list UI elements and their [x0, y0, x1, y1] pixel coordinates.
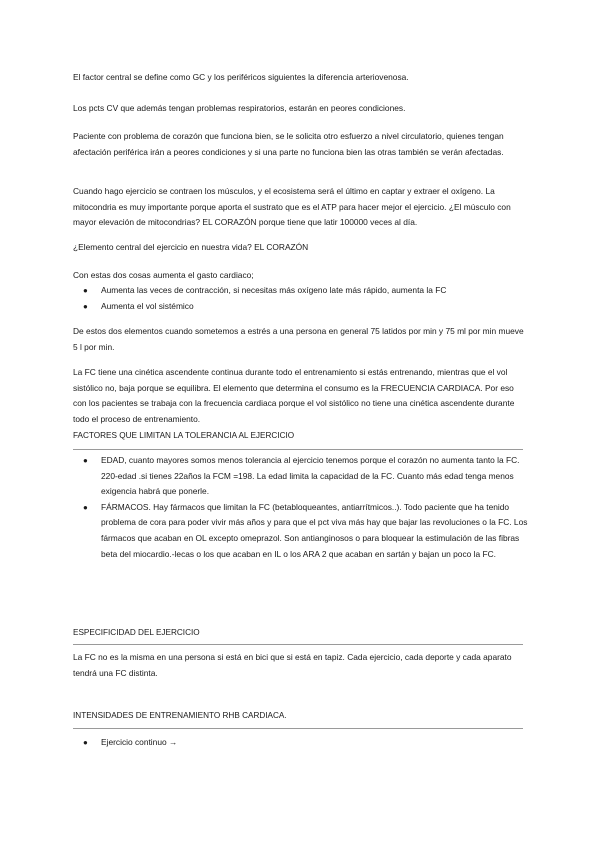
list-item: ● FÁRMACOS. Hay fármacos que limitan la FC (betabloqueantes, antiarrítmicos..). Todo paciente que ha tenido problema de cora para poder vivir más años y para que el pct viva más hay que bajar las revoluciones o la FC. Los fármacos que acaban en OL excepto omeprazol. Son antianginosos o para bloquear la estimulación de las fibras beta del miocardio.-lecas o los que acaban en IL o los ARA 2 que acaban en sartán y bajan un poco la FC.	[83, 501, 528, 559]
paragraph-paciente-corazon: Paciente con problema de corazón que funciona bien, se le solicita otro esfuerzo a nivel circulatorio, quienes tengan afectación periférica irán a peores condiciones y si una parte no funciona bien las otras también se verán afectadas.	[73, 131, 504, 157]
section-heading-intensidades: INTENSIDADES DE ENTRENAMIENTO RHB CARDIACA.	[73, 711, 287, 720]
list-gasto-cardiaco	[83, 283, 528, 314]
section-heading-especificidad: ESPECIFICIDAD DEL EJERCICIO	[73, 628, 200, 637]
paragraph-estres: De estos dos elementos cuando sometemos a estrés a una persona en general 75 latidos por min y 75 ml por min mueve 5 l por min.	[73, 326, 524, 352]
list-intensidades	[83, 735, 528, 751]
section-divider	[73, 728, 523, 729]
paragraph-elemento-central: ¿Elemento central del ejercicio en nuestra vida? EL CORAZÓN	[73, 242, 309, 252]
bullet-icon: ●	[83, 738, 88, 747]
bullet-icon: ●	[83, 456, 88, 465]
list-factores	[83, 453, 528, 562]
bullet-icon: ●	[83, 502, 88, 512]
section-divider	[73, 644, 523, 645]
list-item: ● Aumenta las veces de contracción, si necesitas más oxígeno late más rápido, aumenta la FC	[83, 283, 528, 299]
paragraph-fc-bici-tapiz: La FC no es la misma en una persona si está en bici que si está en tapiz. Cada ejercicio, cada deporte y cada aparato tendrá una FC distinta.	[73, 652, 512, 678]
paragraph-fc-cinetica: La FC tiene una cinética ascendente continua durante todo el entrenamiento si estás entrenando, mientras que el vol sistólico no, baja porque se equilibra. El elemento que determina el consumo es la FRECUENCIA CARDIACA. Por eso con los pacientes se trabaja con la frecuencia cardiaca porque el vol sistólico no tiene una cinética ascendente durante todo el proceso de entrenamiento.	[73, 367, 515, 424]
bullet-icon: ●	[83, 286, 88, 295]
paragraph-gasto-cardiaco: Con estas dos cosas aumenta el gasto cardiaco;	[73, 270, 254, 280]
list-item: ● EDAD, cuanto mayores somos menos tolerancia al ejercicio tenemos porque el corazón no aumenta tanto la FC. 220-edad .si tienes 22años la FCM =198. La edad limita la capacidad de la FC. Cuanto más edad tenga menos exigencia habrá que ponerle.	[83, 455, 520, 497]
bullet-icon: ●	[83, 301, 88, 311]
list-item: ● Aumenta el vol sistémico	[83, 299, 528, 315]
section-heading-factores: FACTORES QUE LIMITAN LA TOLERANCIA AL EJERCICIO	[73, 431, 295, 440]
paragraph-ejercicio-mitocondria: Cuando hago ejercicio se contraen los músculos, y el ecosistema será el último en captar y extraer el oxígeno. La mitocondria es muy importante porque aporta el sustrato que es el ATP para hacer mejor el ejercicio. ¿El músculo con mayor elevación de mitocondrias? EL CORAZÓN porque tiene que latir 100000 veces al día.	[73, 186, 511, 228]
list-item: ● Ejercicio continuo →	[83, 735, 528, 751]
paragraph-pcts-cv: Los pcts CV que además tengan problemas respiratorios, estarán en peores condiciones.	[73, 103, 406, 113]
paragraph-factor-central: El factor central se define como GC y los periféricos siguientes la diferencia arteriovenosa.	[73, 72, 409, 82]
section-divider	[73, 449, 523, 450]
